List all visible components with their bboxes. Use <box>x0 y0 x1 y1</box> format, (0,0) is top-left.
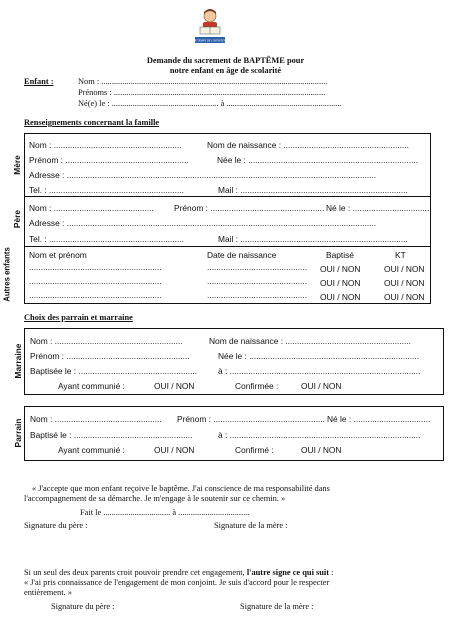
pere-adresse-field[interactable]: Adresse : ..................................................................................................................................... <box>29 218 377 228</box>
enfant-row-kt[interactable]: OUI / NON <box>384 264 425 274</box>
marraine-baptisee-lieu-field[interactable]: à : .................................................................................. <box>218 366 421 376</box>
parrain-ne-le-field[interactable]: Né le : ................................. <box>327 414 431 424</box>
parrain-confirme-label: Confirmé : <box>235 445 274 455</box>
marraine-nom-naissance-field[interactable]: Nom de naissance : ...................................................... <box>209 336 411 346</box>
marraine-communie-choice[interactable]: OUI / NON <box>154 381 195 391</box>
pere-prenom-field[interactable]: Prénom : ................................................. <box>174 203 325 213</box>
enfant-nom-field[interactable]: Nom : ............................................................................................................ <box>78 77 328 86</box>
parrain-baptise-le-field[interactable]: Baptisé le : ................................................... <box>30 430 193 440</box>
parrain-prenom-field[interactable]: Prénom : ................................................ <box>177 414 325 424</box>
enfant-row-kt[interactable]: OUI / NON <box>384 278 425 288</box>
marraine-confirmee-choice[interactable]: OUI / NON <box>301 381 342 391</box>
enfant-row-name-field[interactable]: ......................................................... <box>29 290 162 300</box>
signature-pere-label: Signature du père : <box>24 521 88 530</box>
col-nom-prenom: Nom et prénom <box>29 250 87 260</box>
alternate-consent-intro-text: Si un seul des deux parents croit pouvoir prendre cet engagement, <box>24 568 247 577</box>
pere-mail-field[interactable]: Mail : ........................................................................ <box>218 234 408 244</box>
enfant-row-baptise[interactable]: OUI / NON <box>320 264 361 274</box>
marraine-communie-label: Ayant communié : <box>58 381 125 391</box>
enfant-row-date-field[interactable]: ........................................... <box>207 290 308 300</box>
mere-nom-field[interactable]: Nom : ....................................................... <box>29 140 182 150</box>
title-line-2: notre enfant en âge de scolarité <box>169 66 282 75</box>
marraine-side-label: Marraine <box>13 343 23 379</box>
divider <box>24 246 431 247</box>
mere-nee-le-field[interactable]: Née le : ......................................................................... <box>217 155 419 165</box>
parrainage-heading: Choix des parrain et marraine <box>24 313 133 322</box>
parrain-confirme-choice[interactable]: OUI / NON <box>301 445 342 455</box>
enfant-row-name-field[interactable]: ......................................................... <box>29 262 162 272</box>
signature-mere-label-2: Signature de la mère : <box>240 602 314 611</box>
enfant-row-date-field[interactable]: ........................................... <box>207 262 308 272</box>
mere-mail-field[interactable]: Mail : ........................................................................ <box>218 185 408 195</box>
col-baptise: Baptisé <box>326 250 354 260</box>
enfant-row-baptise[interactable]: OUI / NON <box>320 278 361 288</box>
enfant-row-kt[interactable]: OUI / NON <box>384 292 425 302</box>
marraine-confirmee-label: Confirmée : <box>235 381 279 391</box>
pere-tel-field[interactable]: Tel. : .......................................................... <box>29 234 184 244</box>
enfant-label: Enfant : <box>24 77 54 86</box>
marraine-nee-le-field[interactable]: Née le : ......................................................................... <box>218 351 420 361</box>
parrain-nom-field[interactable]: Nom : .............................................. <box>30 414 162 424</box>
pere-side-label: Père <box>12 209 22 229</box>
title-line-1: Demande du sacrement de BAPTÊME pour <box>146 56 305 65</box>
alternate-consent-colon: : <box>329 568 334 577</box>
signature-pere-label-2: Signature du père : <box>51 602 115 611</box>
consent-text-line-2: l'accompagnement de sa démarche. Je m'engage à le soutenir sur ce chemin. » <box>24 494 286 503</box>
col-date-naissance: Date de naissance <box>207 250 277 260</box>
alternate-consent-bold: l'autre signe ce qui suit <box>246 568 330 577</box>
enfant-naissance-field[interactable]: Né(e) le : ................................................... à ....................................................... <box>78 99 342 108</box>
alternate-consent-line-2: « J'ai pris connaissance de l'engagement de mon conjoint. Je suis d'accord pour le respecter <box>24 578 330 587</box>
mere-nom-naissance-field[interactable]: Nom de naissance : ...................................................... <box>207 140 409 150</box>
signature-mere-label: Signature de la mère : <box>214 521 288 530</box>
consent-text-line-1: « J'accepte que mon enfant reçoive le baptême. J'ai conscience de ma responsabilité dans <box>32 484 330 493</box>
autres-enfants-side-label: Autres enfants <box>2 247 12 302</box>
mere-adresse-field[interactable]: Adresse : ..................................................................................................................................... <box>29 170 377 180</box>
parrain-baptise-lieu-field[interactable]: à : .................................................................................. <box>218 430 421 440</box>
col-kt: KT <box>395 250 406 260</box>
pere-nom-field[interactable]: Nom : ........................................... <box>29 203 154 213</box>
parrain-side-label: Parrain <box>13 418 23 448</box>
enfant-row-baptise[interactable]: OUI / NON <box>320 292 361 302</box>
pere-ne-le-field[interactable]: Né le : ................................. <box>326 203 430 213</box>
famille-heading: Renseignements concernant la famille <box>24 118 160 127</box>
child-reading-logo <box>193 6 227 46</box>
mere-prenom-field[interactable]: Prénom : ..................................................... <box>29 155 189 165</box>
enfant-prenoms-field[interactable]: Prénoms : ..................................................................................................... <box>78 88 326 97</box>
logo-text: LE TEMPS DE L'INITIATION <box>193 39 227 43</box>
marraine-nom-field[interactable]: Nom : ....................................................... <box>30 336 183 346</box>
mere-tel-field[interactable]: Tel. : .......................................................... <box>29 185 184 195</box>
marraine-baptisee-le-field[interactable]: Baptisée le : ................................................... <box>30 366 198 376</box>
mere-side-label: Mère <box>12 155 22 175</box>
alternate-consent-intro <box>24 568 333 577</box>
fait-le-field[interactable]: Fait le ................................ à .................................. <box>80 508 250 517</box>
enfant-row-date-field[interactable]: ........................................... <box>207 276 308 286</box>
parrain-communie-label: Ayant communié : <box>58 445 125 455</box>
enfant-row-name-field[interactable]: ......................................................... <box>29 276 162 286</box>
parrain-communie-choice[interactable]: OUI / NON <box>154 445 195 455</box>
marraine-prenom-field[interactable]: Prénom : ..................................................... <box>30 351 190 361</box>
alternate-consent-line-3: entièrement. » <box>24 588 72 597</box>
divider <box>24 196 431 197</box>
